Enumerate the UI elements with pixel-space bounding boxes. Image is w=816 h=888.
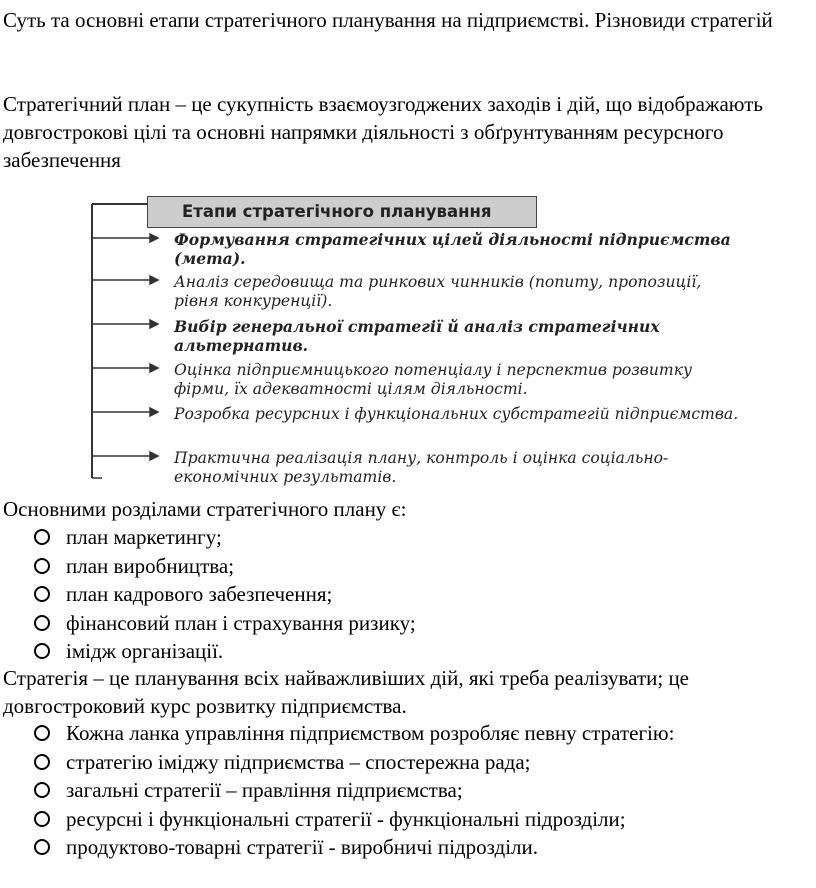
list-item <box>34 776 674 805</box>
diagram-title: Етапи стратегічного планування <box>147 196 537 228</box>
circle-bullet-icon <box>34 643 50 659</box>
list-item <box>34 748 674 777</box>
stage-1-goals: Формування стратегічних цілей діяльності підприємства (мета). <box>174 230 731 268</box>
list-item-text: стратегію іміджу підприємства – спостережна рада; <box>66 749 531 774</box>
list-item <box>34 637 416 666</box>
circle-bullet-icon <box>34 529 50 545</box>
strategy-definition: Стратегія – це планування всіх найважливіших дій, які треба реалізувати; це довгостроковий курс розвитку підприємства. <box>3 666 690 718</box>
circle-bullet-icon <box>34 558 50 574</box>
list-item-text: ресурсні і функціональні стратегії - функціональні підрозділи; <box>66 806 626 831</box>
list-item <box>34 833 674 862</box>
list-item <box>34 805 674 834</box>
list-item <box>34 609 416 638</box>
list-item-text: продуктово-товарні стратегії - виробничі підрозділи. <box>66 835 539 860</box>
list-item <box>34 719 674 748</box>
list-item-text: план маркетингу; <box>66 525 222 549</box>
stage-2-environment-analysis: Аналіз середовища та ринкових чинників (попиту, пропозиції, рівня конкуренції). <box>174 273 702 310</box>
page-title: Суть та основні етапи стратегічного планування на підприємстві. Різновиди стратегій <box>3 8 773 32</box>
circle-bullet-icon <box>34 615 50 631</box>
list-item-text: Кожна ланка управління підприємством розробляє певну стратегію: <box>66 721 675 745</box>
stage-5-substrategies: Розробка ресурсних і функціональних субстратегій підприємства. <box>174 405 739 423</box>
stage-6-implementation: Практична реалізація плану, контроль і оцінка соціально-економічних результатів. <box>174 449 669 486</box>
list-item-text: план виробництва; <box>66 553 235 578</box>
stage-3-strategy-choice: Вибір генеральної стратегії й аналіз стратегічних альтернатив. <box>174 317 660 355</box>
circle-bullet-icon <box>34 725 50 741</box>
stage-4-potential-assessment: Оцінка підприємницького потенціалу і перспектив розвитку фірми, їх адекватності цілям діяльності. <box>174 361 693 398</box>
circle-bullet-icon <box>34 754 50 770</box>
sections-intro: Основними розділами стратегічного плану є: <box>3 497 407 521</box>
strategy-levels-list <box>34 719 674 862</box>
planning-stages-diagram <box>88 190 748 490</box>
list-item-text: імідж організації. <box>66 639 224 664</box>
list-item <box>34 580 416 609</box>
list-item-text: фінансовий план і страхування ризику; <box>66 610 416 635</box>
list-item <box>34 523 416 552</box>
circle-bullet-icon <box>34 782 50 798</box>
circle-bullet-icon <box>34 839 50 855</box>
list-item-text: загальні стратегії – правління підприємства; <box>66 778 463 803</box>
plan-sections-list <box>34 523 416 666</box>
list-item <box>34 552 416 581</box>
circle-bullet-icon <box>34 811 50 827</box>
circle-bullet-icon <box>34 586 50 602</box>
list-item-text: план кадрового забезпечення; <box>66 582 333 607</box>
strategic-plan-definition: Стратегічний план – це сукупність взаємоузгоджених заходів і дій, що відображають довгострокові цілі та основні напрямки діяльності з обґрунтуванням ресурсного забезпечення <box>3 92 763 172</box>
